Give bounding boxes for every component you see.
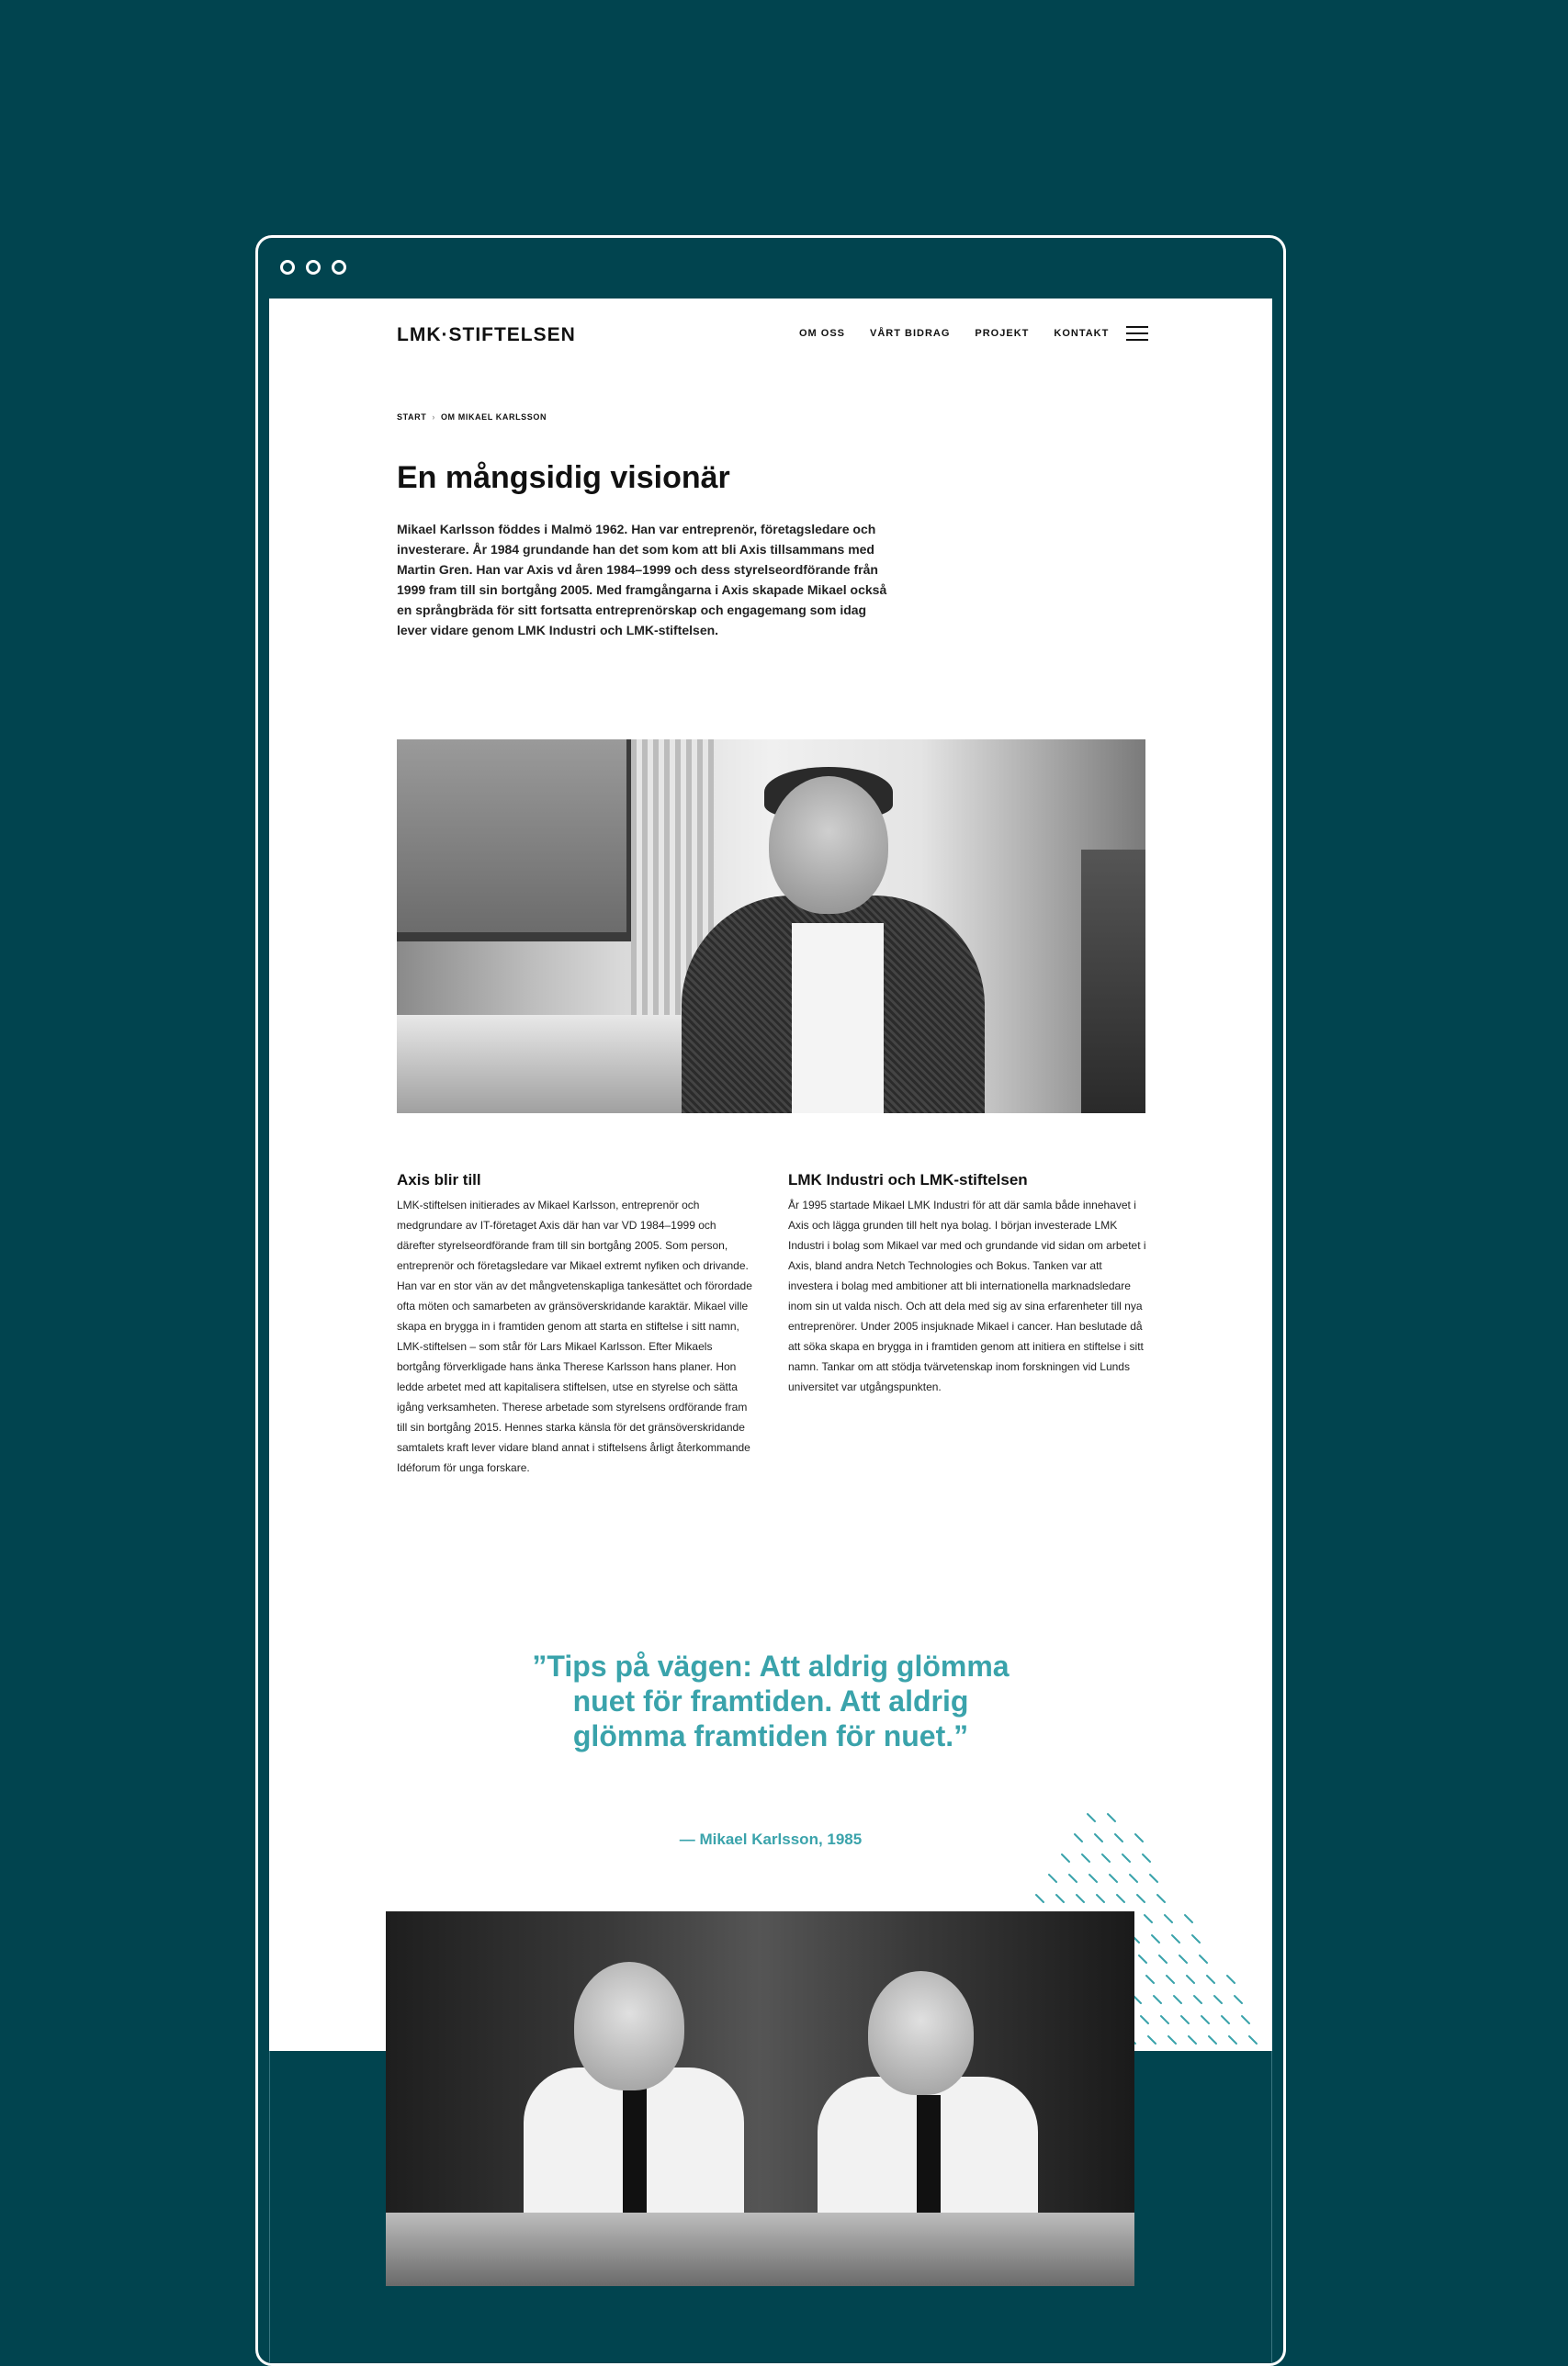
page-title: En mångsidig visionär bbox=[397, 460, 730, 495]
breadcrumb-separator: › bbox=[432, 412, 435, 422]
browser-window-frame bbox=[255, 235, 1286, 2366]
nav-item-vart-bidrag[interactable]: VÅRT BIDRAG bbox=[870, 328, 951, 339]
pull-quote: ”Tips på vägen: Att aldrig glömma nuet för framtiden. Att aldrig glömma framtiden för nuet.” bbox=[532, 1650, 1010, 1752]
hamburger-menu-icon[interactable] bbox=[1126, 326, 1148, 343]
column-body: År 1995 startade Mikael LMK Industri för att där samla både innehavet i Axis och lägga grunden till helt nya bolag. I början investerade LMK Industri i bolag som Mikael var med och grundande vid sidan om arbetet i Axis, bland andra Netch Technologies och Bokus. Tanken var att investera i bolag med ambitioner att bli internationella marknadsledare inom sin ut valda nisch. Och att dela med sig av sina erfarenheter till nya entreprenörer. Under 2005 insjuknade Mikael i cancer. Han beslutade då att söka skapa en brygga in i framtiden genom att initiera en stiftelse i sitt namn. Tankar om att stödja tvärvetenskap inom forskningen vid Lunds universitet var utgångspunkten. bbox=[788, 1199, 1146, 1393]
column-heading: Axis blir till bbox=[397, 1171, 481, 1189]
column-heading: LMK Industri och LMK-stiftelsen bbox=[788, 1171, 1028, 1189]
breadcrumb bbox=[397, 412, 547, 422]
site-logo[interactable]: LMK·STIFTELSEN bbox=[397, 324, 576, 345]
window-controls bbox=[280, 260, 346, 275]
column-body: LMK-stiftelsen initierades av Mikael Karlsson, entreprenör och medgrundare av IT-företaget Axis där han var VD 1984–1999 och därefter styrelseordförande fram till sin bortgång 2005. Som person, entreprenör och företagsledare var Mikael extremt nyfiken och drivande. Han var en stor vän av det mångvetenskapliga tankesättet och förordade ofta möten och samarbeten av gränsöverskridande karaktär. Mikael ville skapa en brygga in i framtiden genom att starta en stiftelse i sitt namn, LMK-stiftelsen – som står för Lars Mikael Karlsson. Efter Mikaels bortgång förverkligade hans änka Therese Karlsson hans planer. Hon ledde arbetet med att kapitalisera stiftelsen, utse en styrelse och sätta igång verksamheten. Therese arbetade som styrelsens ordförande fram till sin bortgång 2015. Hennes starka känsla för det gränsöverskridande samtalets kraft lever vidare bland annat i stiftelsens årligt återkommande Idéforum för unga forskare. bbox=[397, 1199, 752, 1474]
column-lmk-industri bbox=[788, 1171, 1146, 1397]
nav-item-projekt[interactable]: PROJEKT bbox=[975, 328, 1030, 339]
window-dot-icon[interactable] bbox=[280, 260, 295, 275]
page-viewport bbox=[269, 299, 1272, 2051]
breadcrumb-home[interactable]: START bbox=[397, 412, 427, 422]
column-axis bbox=[397, 1171, 755, 1478]
nav-item-om-oss[interactable]: OM OSS bbox=[799, 328, 846, 339]
intro-paragraph: Mikael Karlsson föddes i Malmö 1962. Han var entreprenör, företagsledare och investerare. År 1984 grundande han det som kom att bli Axis tillsammans med Martin Gren. Han var Axis vd åren 1984–1999 och dess styrelseordförande från 1999 fram till sin bortgång 2005. Med framgångarna i Axis skapade Mikael också en språngbräda för sitt fortsatta entreprenörskap och engagemang som idag lever vidare genom LMK Industri och LMK-stiftelsen. bbox=[397, 522, 887, 637]
main-nav bbox=[799, 328, 1109, 339]
nav-item-kontakt[interactable]: KONTAKT bbox=[1054, 328, 1110, 339]
breadcrumb-current: OM MIKAEL KARLSSON bbox=[440, 412, 547, 422]
window-dot-icon[interactable] bbox=[306, 260, 321, 275]
photo-two-men bbox=[386, 1911, 1134, 2286]
window-dot-icon[interactable] bbox=[332, 260, 346, 275]
portrait-photo-office bbox=[397, 739, 1145, 1113]
quote-author: — Mikael Karlsson, 1985 bbox=[679, 1831, 863, 1848]
